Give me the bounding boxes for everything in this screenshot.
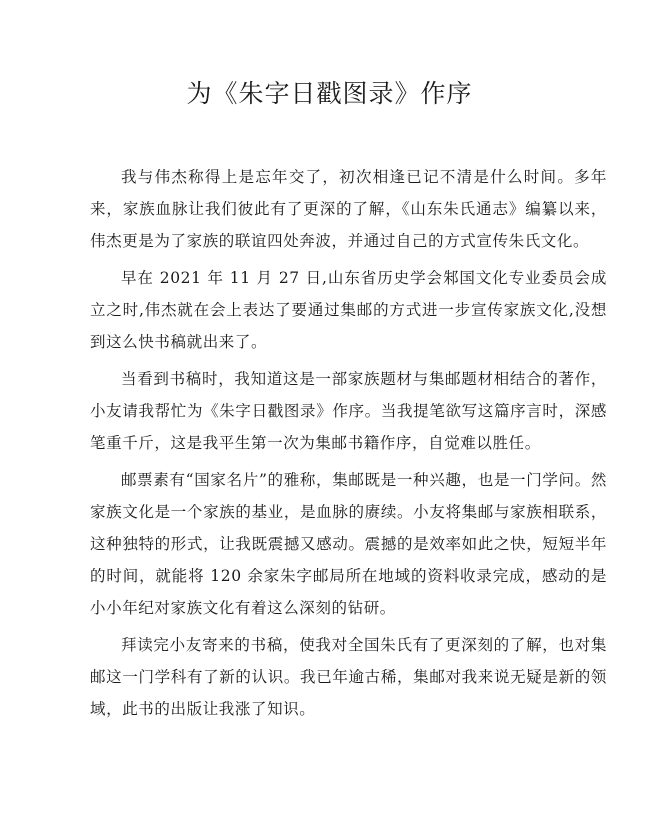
paragraph-1: 我与伟杰称得上是忘年交了，初次相逢已记不清是什么时间。多年来，家族血脉让我们彼此有了更深的了解，《山东朱氏通志》编纂以来，伟杰更是为了家族的联谊四处奔波，并通过自己的方式宣传朱氏文化。 [90, 168, 607, 250]
paragraph-3: 当看到书稿时，我知道这是一部家族题材与集邮题材相结合的著作，小友请我帮忙为《朱字日戳图录》作序。当我提笔欲写这篇序言时，深感笔重千斤，这是我平生第一次为集邮书籍作序，自觉难以胜任。 [90, 370, 607, 452]
paragraph-4: 邮票素有“国家名片”的雅称，集邮既是一种兴趣，也是一门学问。然家族文化是一个家族的基业，是血脉的赓续。小友将集邮与家族相联系，这种独特的形式，让我既震撼又感动。震撼的是效率如此之快，短短半年的时间，就能将 120 余家朱字邮局所在地域的资料收录完成，感动的是小小年纪对家族文化有着这么深刻的钻研。 [90, 471, 607, 617]
paragraph-5: 拜读完小友寄来的书稿，使我对全国朱氏有了更深刻的了解，也对集邮这一门学科有了新的认识。我已年逾古稀，集邮对我来说无疑是新的领域，此书的出版让我涨了知识。 [90, 636, 607, 718]
document-title: 为《朱字日戳图录》作序 [186, 79, 473, 108]
paragraph-2: 早在 2021 年 11 月 27 日,山东省历史学会邾国文化专业委员会成立之时,伟杰就在会上表达了要通过集邮的方式进一步宣传家族文化,没想到这么快书稿就出来了。 [90, 269, 607, 351]
